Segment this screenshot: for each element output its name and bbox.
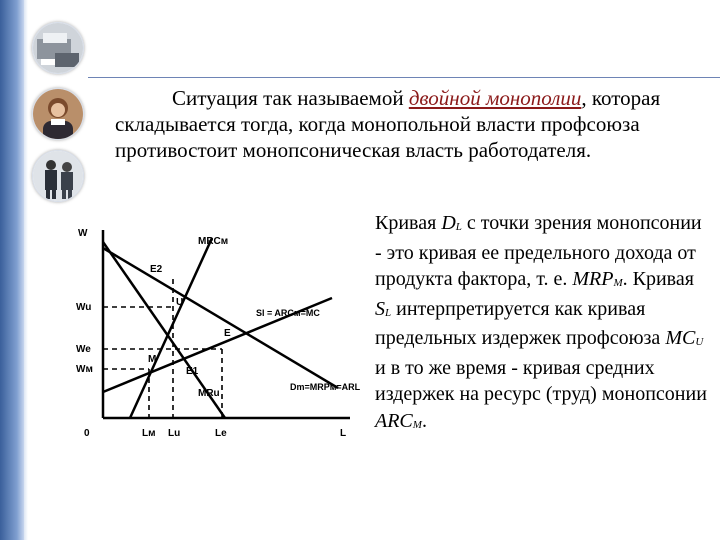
sl-subscript: L: [385, 306, 392, 319]
mru-label: MRu: [198, 388, 220, 399]
l-axis-label: L: [340, 428, 347, 439]
m-label: M: [148, 354, 157, 365]
explanation-part3: . Кривая: [622, 268, 694, 290]
we-label: We: [76, 344, 91, 355]
explanation-text: [375, 210, 710, 437]
e1-label: E1: [186, 366, 199, 377]
origin-label: 0: [84, 428, 90, 439]
le-label: Le: [215, 428, 227, 439]
intro-text-rest: , которая складывается тогда, когда монопольной власти профсоюза противостоит монопсоническая власть работодателя.: [115, 86, 661, 162]
wu-label: Wu: [76, 302, 92, 313]
wm-label: Wм: [76, 364, 93, 375]
w-axis-label: W: [78, 228, 88, 239]
mc-subscript: U: [695, 336, 704, 348]
bilateral-monopoly-diagram: [70, 210, 370, 450]
supply-label: Sl = ARCм=MC: [256, 308, 320, 318]
mrc-m-label: MRCм: [198, 236, 229, 247]
mrp-symbol: MRP: [572, 268, 614, 290]
explanation-part4: интерпретируется как кривая предельных издержек профсоюза: [375, 297, 666, 349]
dl-symbol: D: [441, 212, 456, 234]
arc-subscript: M: [412, 418, 422, 431]
business-people-icon: [32, 150, 84, 202]
intro-term: двойной монополии: [408, 86, 582, 110]
intro-text-start: Ситуация так называемой: [172, 86, 409, 110]
sl-symbol: S: [375, 297, 385, 320]
sidebar-band: [0, 0, 24, 540]
explanation-part6: .: [421, 409, 427, 432]
woman-portrait-icon: [32, 88, 84, 140]
demand-label: Dm=MRPм=ARL: [290, 382, 361, 392]
explanation-part5: и в то же время - кривая средних издержек на ресурс (труд) монопсонии: [375, 356, 707, 405]
e2-label: E2: [150, 264, 163, 275]
mc-symbol: MC: [665, 327, 696, 349]
lu-label: Lu: [168, 428, 181, 439]
mrp-subscript: M: [613, 277, 623, 289]
explanation-part1: Кривая: [375, 212, 442, 234]
dl-subscript: L: [455, 221, 462, 233]
sidebar-edge: [24, 0, 28, 540]
arc-symbol: ARC: [375, 409, 413, 432]
intro-paragraph: [115, 85, 715, 163]
lm-label: Lм: [142, 428, 156, 439]
printer-photo-icon: [32, 22, 84, 74]
explanation-part2: с точки зрения монопсонии - это кривая ее предельного дохода от продукта фактора, т. е.: [375, 212, 702, 290]
demand-curve: [103, 248, 338, 388]
u-label: U: [176, 297, 184, 308]
e-label: E: [224, 328, 231, 339]
header-rule: [88, 77, 720, 78]
